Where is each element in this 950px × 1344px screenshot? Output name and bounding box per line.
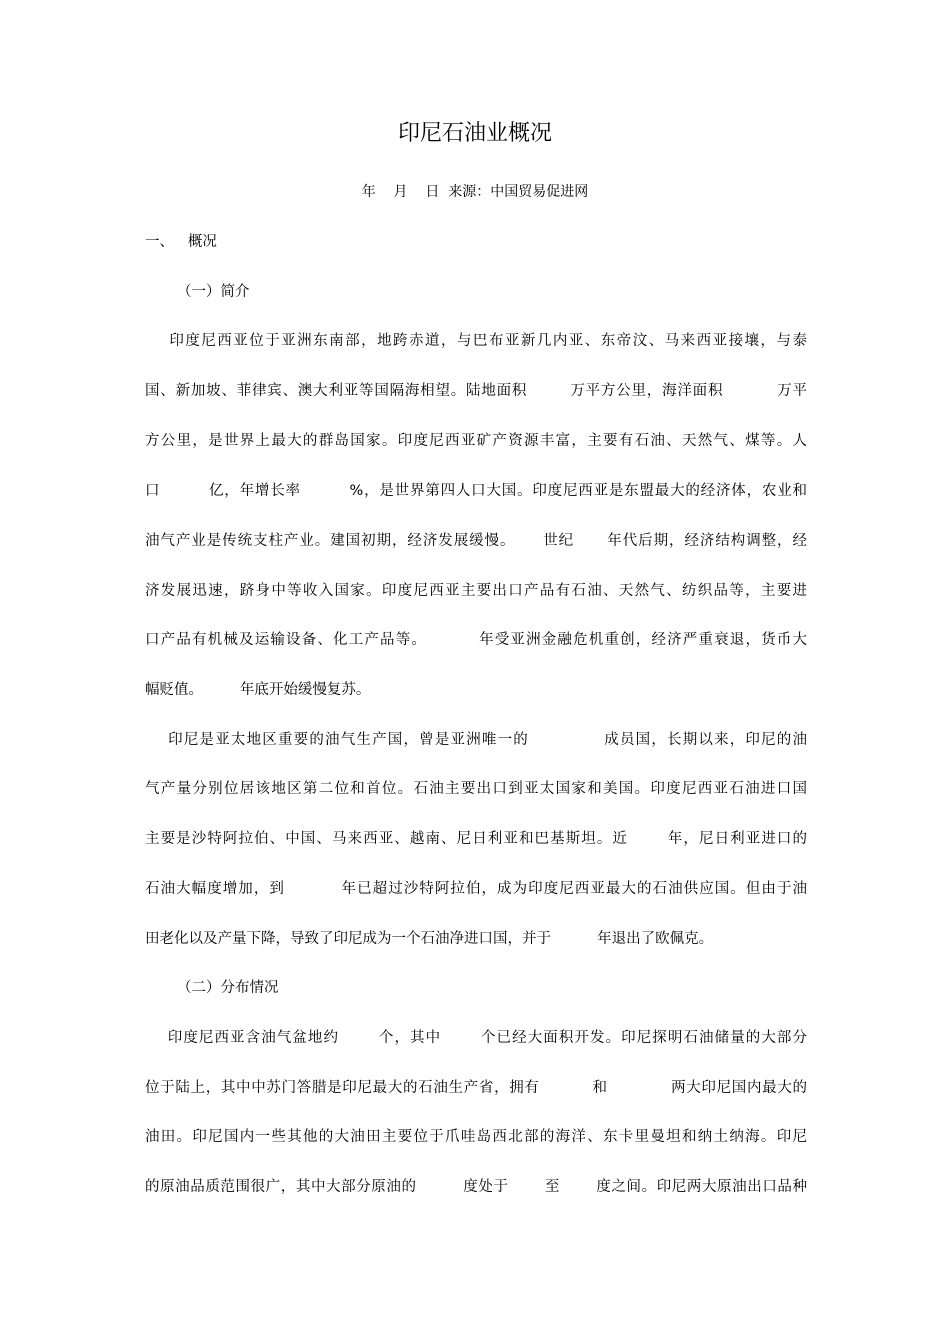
- paragraph-line: 口产品有机械及运输设备、化工产品等。 年受亚洲金融危机重创，经济严重衰退，货币大: [145, 632, 807, 648]
- paragraph-line: 油田。印尼国内一些其他的大油田主要位于爪哇岛西北部的海洋、东卡里曼坦和纳土纳海。印尼: [145, 1129, 807, 1145]
- document-title: 印尼石油业概况: [397, 121, 552, 146]
- paragraph-line: 的原油品质范围很广，其中大部分原油的 度处于 至 度之间。印尼两大原油出口品种: [145, 1179, 807, 1195]
- paragraph-line: 方公里，是世界上最大的群岛国家。印度尼西亚矿产资源丰富，主要有石油、天然气、煤等。人: [145, 433, 807, 449]
- paragraph-line: 主要是沙特阿拉伯、中国、马来西亚、越南、尼日利亚和巴基斯坦。近 年，尼日利亚进口的: [145, 831, 807, 847]
- paragraph-line: 济发展迅速，跻身中等收入国家。印度尼西亚主要出口产品有石油、天然气、纺织品等，主要进: [145, 583, 807, 599]
- paragraph-line: 位于陆上，其中中苏门答腊是印尼最大的石油生产省，拥有 和 两大印尼国内最大的: [145, 1080, 807, 1096]
- subsection-heading-intro: （一）简介: [177, 284, 250, 300]
- subsection-heading-distribution: （二）分布情况: [177, 980, 279, 996]
- paragraph-line: 印度尼西亚含油气盆地约 个，其中 个已经大面积开发。印尼探明石油储量的大部分: [145, 1030, 807, 1046]
- paragraph-line: 气产量分别位居该地区第二位和首位。石油主要出口到亚太国家和美国。印度尼西亚石油进口国: [145, 781, 807, 797]
- paragraph-line: 印尼是亚太地区重要的油气生产国，曾是亚洲唯一的 成员国，长期以来，印尼的油: [145, 732, 807, 748]
- date-source-line: 年 月 日 来源：中国贸易促进网: [361, 184, 589, 200]
- paragraph-line: 油气产业是传统支柱产业。建国初期，经济发展缓慢。 世纪 年代后期，经济结构调整，经: [145, 533, 807, 549]
- paragraph-line: 幅贬值。 年底开始缓慢复苏。: [145, 682, 371, 698]
- paragraph-line: 口 亿，年增长率 %，是世界第四人口大国。印度尼西亚是东盟最大的经济体，农业和: [145, 483, 807, 499]
- paragraph-line: 田老化以及产量下降，导致了印尼成为一个石油净进口国，并于 年退出了欧佩克。: [145, 931, 714, 947]
- section-heading-overview: 一、 概况: [145, 234, 217, 250]
- paragraph-line: 印度尼西亚位于亚洲东南部，地跨赤道，与巴布亚新几内亚、东帝汶、马来西亚接壤，与泰: [145, 333, 807, 349]
- paragraph-line: 石油大幅度增加，到 年已超过沙特阿拉伯，成为印度尼西亚最大的石油供应国。但由于油: [145, 881, 807, 897]
- paragraph-line: 国、新加坡、菲律宾、澳大利亚等国隔海相望。陆地面积 万平方公里，海洋面积 万平: [145, 383, 807, 399]
